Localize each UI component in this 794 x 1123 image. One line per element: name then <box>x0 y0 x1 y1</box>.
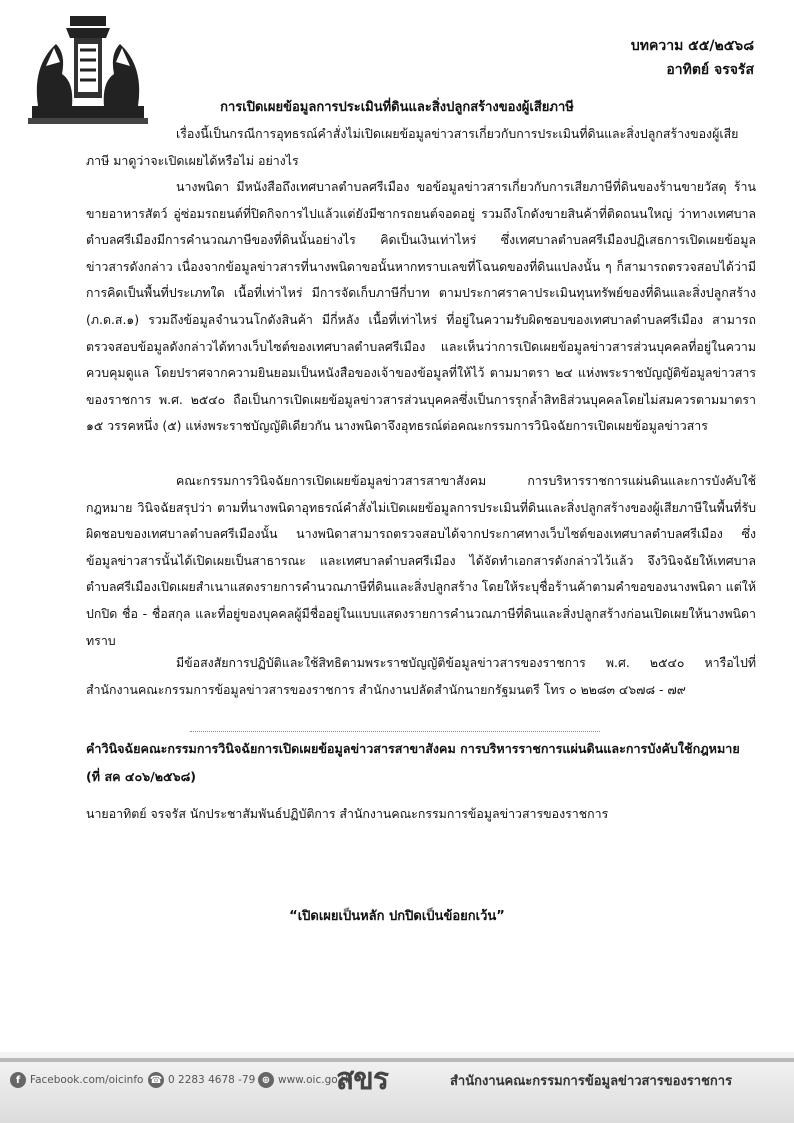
footer-org-name: สำนักงานคณะกรรมการข้อมูลข่าวสารของราชการ <box>450 1074 733 1089</box>
paragraph-ruling <box>86 468 756 654</box>
footer-phone-text: 0 2283 4678 -79 <box>168 1074 256 1086</box>
facebook-icon: f <box>10 1072 26 1088</box>
decision-reference: คำวินิจฉัยคณะกรรมการวินิจฉัยการเปิดเผยข้อมูลข่าวสารสาขาสังคม การบริหารราชการแผ่นดินและการบังคับใช้กฎหมาย (ที่ สค ๔๐๖/๒๕๖๘) <box>86 741 740 784</box>
section-divider <box>190 731 600 732</box>
paragraph-intro <box>86 121 756 174</box>
paragraph-contact <box>86 650 756 703</box>
paragraph-ruling-text: คณะกรรมการวินิจฉัยการเปิดเผยข้อมูลข่าวสารสาขาสังคม การบริหารราชการแผ่นดินและการบังคับใช้กฎหมาย วินิจฉัยสรุปว่า ตามที่นางพนิดาอุทธรณ์คำสั่งไม่เปิดเผยข้อมูลการประเมินที่ดินและสิ่งปลูกสร้างของผู้เสียภาษีในพื้นที่รับผิดชอบของเทศบาลตำบลศรีเมืองนั้น นางพนิดาสามารถตรวจสอบได้จากประกาศทางเว็บไซต์ของเทศบาลตำบลศรีเมือง ซึ่งข้อมูลข่าวสารนั้นได้เปิดเผยเป็นสาธารณะ และเทศบาลตำบลศรีเมือง ได้จัดทำเอกสารดังกล่าวไว้แล้ว จึงวินิจฉัยให้เทศบาลตำบลศรีเมืองเปิดเผยสำเนาแสดงรายการคำนวณภาษีที่ดินและสิ่งปลูกสร้าง โดยให้ระบุชื่อร้านค้าตามคำขอของนางพนิดา แต่ให้ปกปิด ชื่อ - ชื่อสกุล และที่อยู่ของบุคคลผู้มีชื่ออยู่ในแบบแสดงรายการคำนวณภาษีที่ดินและสิ่งปลูกสร้างก่อนเปิดเผยให้นางพนิดาทราบ <box>86 473 756 648</box>
paragraph-contact-text: มีข้อสงสัยการปฏิบัติและใช้สิทธิตามพระราชบัญญัติข้อมูลข่าวสารของราชการ พ.ศ. ๒๕๔๐ หารือไปที่ สำนักงานคณะกรรมการข้อมูลข่าวสารของราชการ สำนักงานปลัดสำนักนายกรัฐมนตรี โทร ๐ ๒๒๘๓ ๔๖๗๘ - ๗๙ <box>86 655 756 697</box>
paragraph-facts <box>86 174 756 440</box>
phone-icon: ☎ <box>148 1072 164 1088</box>
footer-website-text: www.oic.go.th <box>278 1074 352 1086</box>
paragraph-facts-text: นางพนิดา มีหนังสือถึงเทศบาลตำบลศรีเมือง ขอข้อมูลข่าวสารเกี่ยวกับการเสียภาษีที่ดินของร้านขายวัสดุ ร้านขายอาหารสัตว์ อู่ซ่อมรถยนต์ที่ปิดกิจการไปแล้วแต่ยังมีซากรถยนต์จอดอยู่ รวมถึงโกดังขายสินค้าที่ติดถนนใหญ่ ว่าทางเทศบาลตำบลศรีเมืองมีการคำนวณภาษีของที่ดินนั้นอย่างไร คิดเป็นเงินเท่าไหร่ ซึ่งเทศบาลตำบลศรีเมืองปฏิเสธการเปิดเผยข้อมูลข่าวสารดังกล่าว เนื่องจากข้อมูลข่าวสารที่นางพนิดาขอนั้นหากทราบเลขที่โฉนดของที่ดินแปลงนั้น ๆ ก็สามารถตรวจสอบได้ว่ามีการคิดเป็นพื้นที่ประเภทใด เนื้อที่เท่าไหร่ มีการจัดเก็บภาษีกี่บาท ตามประกาศราคาประเมินทุนทรัพย์ของที่ดินและสิ่งปลูกสร้าง (ภ.ด.ส.๑) รวมถึงข้อมูลจำนวนโกดังสินค้า มีกี่หลัง เนื้อที่เท่าไหร่ ที่อยู่ในความรับผิดชอบของเทศบาลตำบลศรีเมือง สามารถตรวจสอบข้อมูลดังกล่าวได้ทางเว็บไซต์ของเทศบาลตำบลศรีเมือง และเห็นว่าการเปิดเผยข้อมูลข่าวสารส่วนบุคคลที่อยู่ในความควบคุมดูแล โดยปราศจากความยินยอมเป็นหนังสือของเจ้าของข้อมูลที่ให้ไว้ ตามมาตรา ๒๔ แห่งพระราชบัญญัติข้อมูลข่าวสารของราชการ พ.ศ. ๒๕๔๐ ถือเป็นการเปิดเผยข้อมูลข่าวสารส่วนบุคคลซึ่งเป็นการรุกล้ำสิทธิส่วนบุคคลโดยไม่สมควรตามมาตรา ๑๕ วรรคหนึ่ง (๕) แห่งพระราชบัญญัติเดียวกัน นางพนิดาจึงอุทธรณ์ต่อคณะกรรมการวินิจฉัยการเปิดเผยข้อมูลข่าวสาร <box>86 179 756 434</box>
article-author: อาทิตย์ จรจรัส <box>666 62 754 78</box>
page-title: การเปิดเผยข้อมูลการประเมินที่ดินและสิ่งปลูกสร้างของผู้เสียภาษี <box>220 100 574 115</box>
footer-facebook[interactable] <box>10 1072 143 1088</box>
footer-facebook-text: Facebook.com/oicinfo <box>30 1074 144 1086</box>
motto: “เปิดเผยเป็นหลัก ปกปิดเป็นข้อยกเว้น” <box>289 909 505 924</box>
paragraph-intro-text: เรื่องนี้เป็นกรณีการอุทธรณ์คำสั่งไม่เปิดเผยข้อมูลข่าวสารเกี่ยวกับการประเมินที่ดินและสิ่งปลูกสร้างของผู้เสียภาษี มาดูว่าจะเปิดเผยได้หรือไม่ อย่างไร <box>86 126 739 168</box>
oic-logo: สขร <box>336 1062 388 1097</box>
footer <box>0 1052 794 1123</box>
footer-phone[interactable] <box>148 1072 255 1088</box>
article-meta <box>631 34 754 82</box>
article-number: บทความ ๕๕/๒๕๖๘ <box>630 38 754 54</box>
author-line: นายอาทิตย์ จรจรัส นักประชาสัมพันธ์ปฏิบัติการ สำนักงานคณะกรรมการข้อมูลข่าวสารของราชการ <box>86 806 609 821</box>
globe-icon: ⊕ <box>258 1072 274 1088</box>
